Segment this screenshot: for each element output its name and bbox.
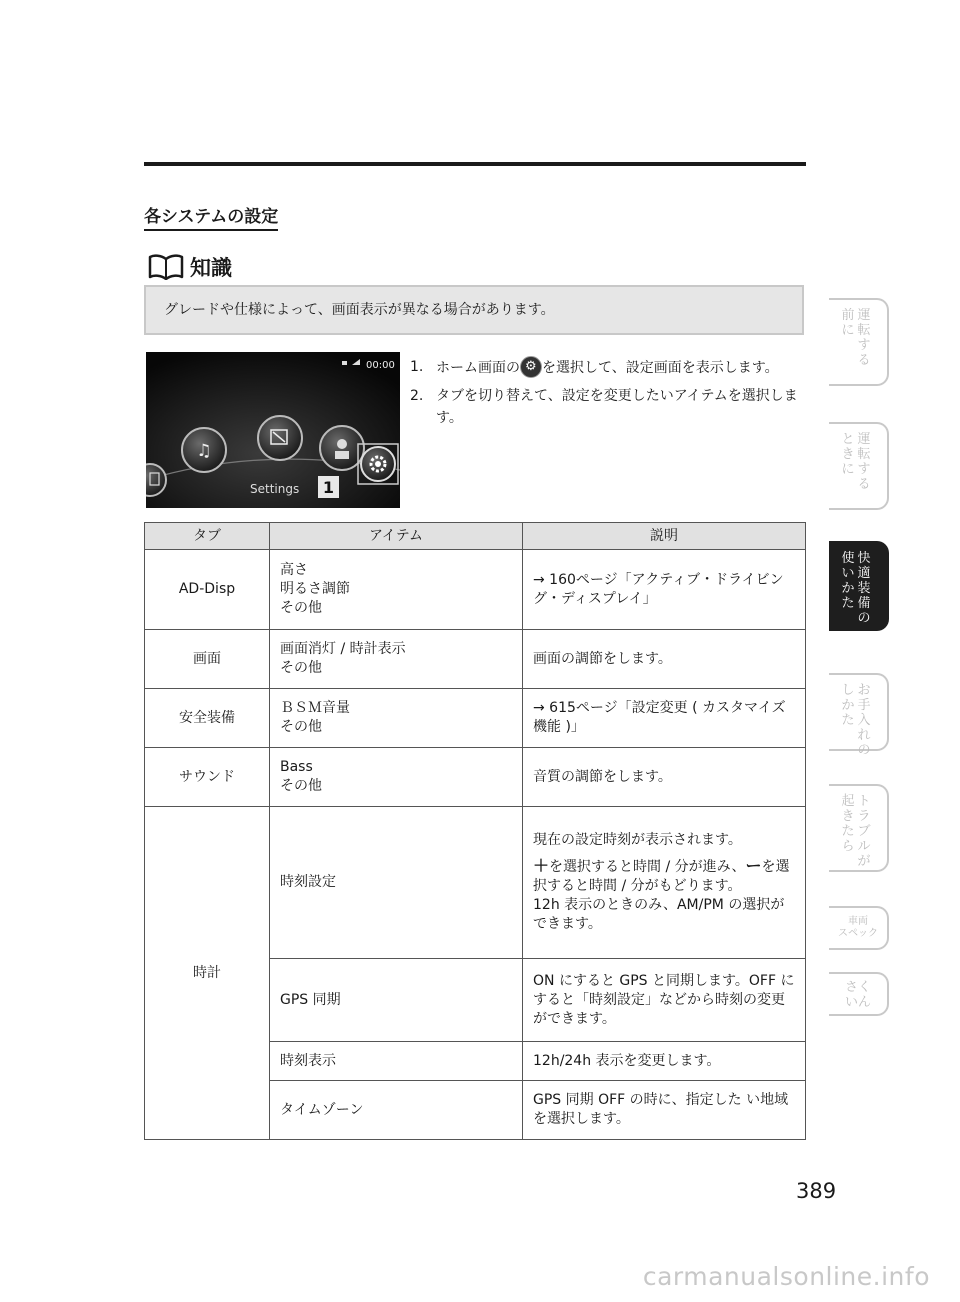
- svg-text:♫: ♫: [196, 441, 212, 461]
- table-row: [145, 807, 806, 959]
- tab-label-col: トラブルが: [857, 794, 871, 869]
- screen-clock: 00:00: [366, 360, 395, 371]
- watermark: carmanualsonline.info: [642, 1262, 930, 1291]
- description-cell: 画面の調節をします。: [523, 630, 806, 689]
- tab-label-col: 運転する: [857, 432, 871, 492]
- tab-cell: 安全装備: [145, 689, 270, 748]
- item-cell: 画面消灯 / 時計表示 その他: [270, 630, 523, 689]
- description-cell: [523, 807, 806, 959]
- gear-icon: [520, 356, 542, 378]
- open-book-icon: [148, 254, 184, 280]
- tab-cell: 時計: [145, 807, 270, 1140]
- tab-label-col: 前に: [841, 308, 855, 338]
- description-cell: → 160ページ「アクティブ・ドライビング・ディスプレイ」: [523, 550, 806, 630]
- tab-label-line: さく: [844, 980, 871, 995]
- callout-number: 1: [322, 478, 335, 497]
- step-text-after: を選択して、設定画面を表示します。: [542, 360, 779, 376]
- minus-description: を選択すると時間 / 分がもどります。: [533, 859, 790, 894]
- tab-cell: 画面: [145, 630, 270, 689]
- chapter-tab-maintenance[interactable]: [829, 673, 889, 758]
- item-cell: ＢＳＭ音量 その他: [270, 689, 523, 748]
- chapter-tab-while-driving[interactable]: [829, 422, 889, 510]
- tab-label-col: 起きたら: [841, 794, 855, 854]
- step-number: 2.: [410, 388, 424, 404]
- table-header-row: [145, 523, 806, 550]
- step-2: [410, 385, 806, 429]
- tab-label-line: 車両: [848, 916, 868, 927]
- table-row: [145, 748, 806, 807]
- plus-icon: ＋: [533, 856, 550, 875]
- description-cell: 12h/24h 表示を変更します。: [523, 1042, 806, 1081]
- top-rule: [144, 162, 806, 166]
- table-row: [145, 689, 806, 748]
- description-cell: → 615ページ「設定変更 ( カスタマイズ機能 )」: [523, 689, 806, 748]
- navigation-button: [258, 416, 302, 460]
- tab-label-col: お手入れの: [857, 683, 871, 758]
- step-number: 1.: [410, 359, 424, 375]
- item-cell: 時刻表示: [270, 1042, 523, 1081]
- table-row: [145, 630, 806, 689]
- tab-cell: サウンド: [145, 748, 270, 807]
- tab-label-col: 使いかた: [841, 551, 855, 611]
- item-cell: GPS 同期: [270, 959, 523, 1042]
- item-cell: 時刻設定: [270, 807, 523, 959]
- description-cell: ON にすると GPS と同期します。OFF にすると「時刻設定」などから時刻の変更ができます。: [523, 959, 806, 1042]
- header-description: 説明: [523, 523, 806, 550]
- header-item: アイテム: [270, 523, 523, 550]
- chapter-tab-before-driving[interactable]: [829, 298, 889, 386]
- tab-label-col: ときに: [841, 432, 855, 477]
- steps-list: [410, 356, 806, 435]
- signal-icon: [342, 361, 347, 365]
- settings-screenshot: [146, 352, 400, 508]
- item-cell: Bass その他: [270, 748, 523, 807]
- note-box: グレードや仕様によって、画面表示が異なる場合があります。: [144, 285, 804, 335]
- step-text: タブを切り替えて、設定を変更したいアイテムを選択します。: [436, 388, 798, 426]
- music-button: [182, 428, 226, 472]
- tab-label-line: いん: [844, 995, 871, 1010]
- step-text-before: ホーム画面の: [436, 360, 520, 376]
- description-line: 12h 表示のときのみ、AM/PM の選択ができます。: [533, 897, 785, 932]
- settings-table: [144, 522, 806, 1140]
- header-tab: タブ: [145, 523, 270, 550]
- minus-icon: ー: [745, 856, 762, 875]
- table-row: [145, 550, 806, 630]
- plus-description: を選択すると時間 / 分が進み、: [549, 859, 746, 875]
- description-cell: 音質の調節をします。: [523, 748, 806, 807]
- chapter-tab-specifications[interactable]: [829, 906, 889, 950]
- page-number: 389: [796, 1179, 837, 1203]
- item-cell: タイムゾーン: [270, 1081, 523, 1140]
- tab-cell: AD-Disp: [145, 550, 270, 630]
- screen-caption: Settings: [250, 482, 300, 496]
- chapter-tab-troubleshooting[interactable]: [829, 784, 889, 872]
- item-cell: 高さ 明るさ調節 その他: [270, 550, 523, 630]
- description-line: 現在の設定時刻が表示されます。: [533, 832, 742, 848]
- tab-label-col: しかた: [841, 683, 855, 728]
- description-cell: GPS 同期 OFF の時に、指定した い地域を選択します。: [523, 1081, 806, 1140]
- tab-label-col: 快適装備の: [857, 551, 871, 626]
- chapter-tab-comfort-features[interactable]: [829, 541, 889, 631]
- step-1: [410, 356, 806, 379]
- info-heading-label: 知識: [190, 256, 232, 280]
- info-heading: [148, 252, 232, 282]
- section-title: 各システムの設定: [144, 206, 278, 231]
- tab-label-line: スペック: [838, 928, 878, 939]
- chapter-tab-index[interactable]: [829, 972, 889, 1016]
- tab-label-col: 運転する: [857, 308, 871, 368]
